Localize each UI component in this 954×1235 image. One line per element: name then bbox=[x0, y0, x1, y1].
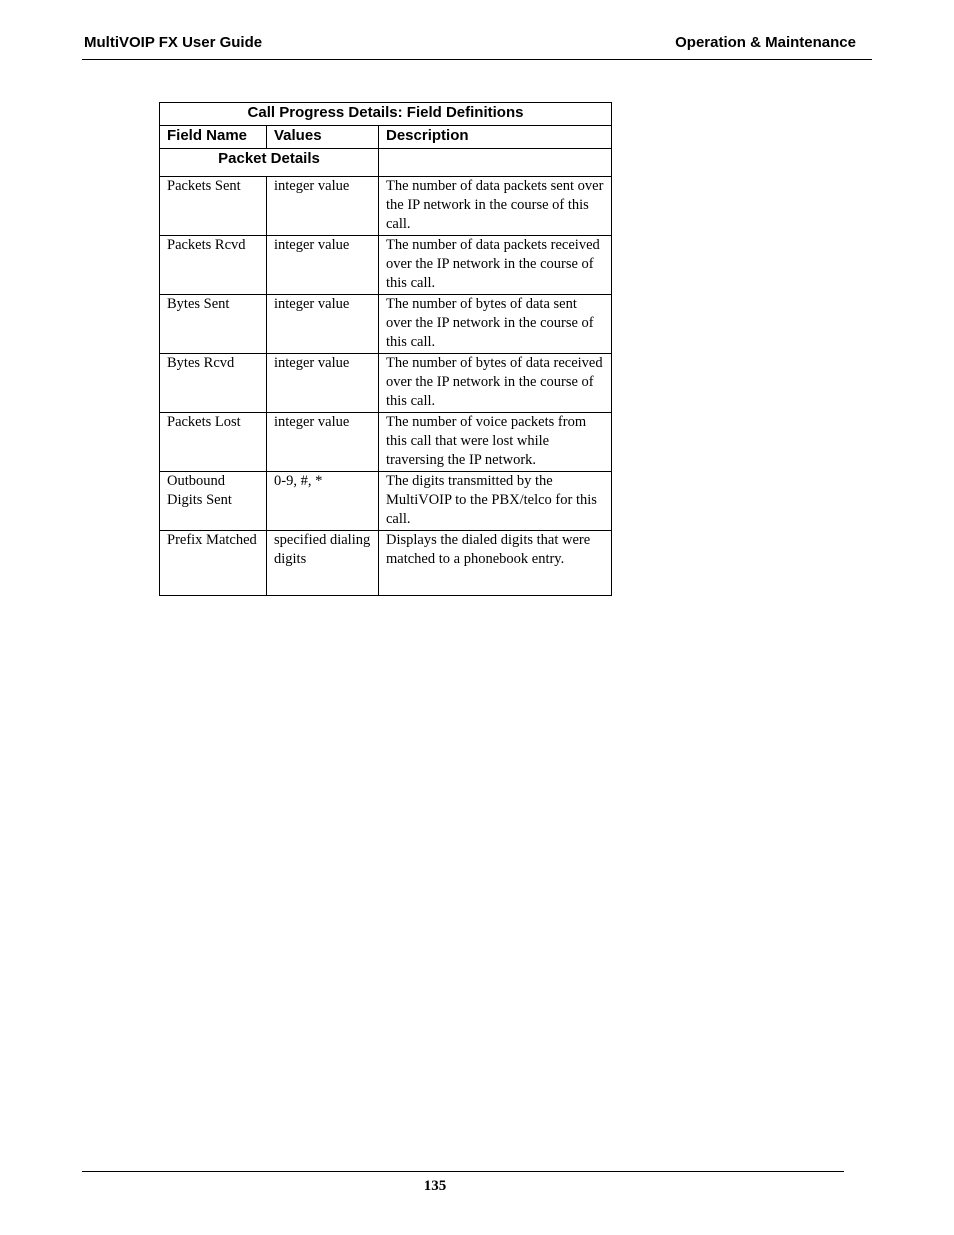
description-cell: The number of voice packets from this call that were lost while traversing the IP network. bbox=[379, 413, 612, 472]
values-cell: integer value bbox=[267, 295, 379, 354]
page-number: 135 bbox=[423, 1178, 447, 1194]
values-cell: integer value bbox=[267, 354, 379, 413]
description-cell: The number of data packets sent over the IP network in the course of this call. bbox=[379, 177, 612, 236]
column-header-description: Description bbox=[379, 126, 612, 149]
footer-divider bbox=[82, 1171, 844, 1172]
description-cell: The number of bytes of data sent over the IP network in the course of this call. bbox=[379, 295, 612, 354]
values-cell: integer value bbox=[267, 177, 379, 236]
description-cell: Displays the dialed digits that were matched to a phonebook entry. bbox=[379, 531, 612, 596]
field-name-cell: Bytes Rcvd bbox=[160, 354, 267, 413]
table-row bbox=[160, 413, 612, 472]
field-name-cell: Bytes Sent bbox=[160, 295, 267, 354]
description-cell: The digits transmitted by the MultiVOIP to the PBX/telco for this call. bbox=[379, 472, 612, 531]
description-cell: The number of bytes of data received over the IP network in the course of this call. bbox=[379, 354, 612, 413]
section-label: Packet Details bbox=[160, 149, 379, 177]
field-name-cell: Packets Lost bbox=[160, 413, 267, 472]
table-row bbox=[160, 531, 612, 596]
table-caption-row bbox=[160, 103, 612, 126]
section-row bbox=[160, 149, 612, 177]
table-row bbox=[160, 354, 612, 413]
section-title: Operation & Maintenance bbox=[675, 34, 856, 51]
page-header bbox=[82, 33, 872, 60]
table-caption: Call Progress Details: Field Definitions bbox=[160, 103, 612, 126]
table-row bbox=[160, 295, 612, 354]
field-name-cell: Prefix Matched bbox=[160, 531, 267, 596]
description-cell: The number of data packets received over the IP network in the course of this call. bbox=[379, 236, 612, 295]
column-header-values: Values bbox=[267, 126, 379, 149]
field-name-cell: Packets Sent bbox=[160, 177, 267, 236]
field-definitions-table bbox=[159, 102, 612, 596]
values-cell: specified dialing digits bbox=[267, 531, 379, 596]
table-row bbox=[160, 177, 612, 236]
values-cell: integer value bbox=[267, 236, 379, 295]
document-title: MultiVOIP FX User Guide bbox=[84, 34, 263, 51]
table-row bbox=[160, 236, 612, 295]
column-header-field-name: Field Name bbox=[160, 126, 267, 149]
section-empty-cell bbox=[379, 149, 612, 177]
values-cell: integer value bbox=[267, 413, 379, 472]
values-cell: 0-9, #, * bbox=[267, 472, 379, 531]
table-header-row bbox=[160, 126, 612, 149]
field-name-cell: Packets Rcvd bbox=[160, 236, 267, 295]
field-name-cell: Outbound Digits Sent bbox=[160, 472, 267, 531]
table-row bbox=[160, 472, 612, 531]
